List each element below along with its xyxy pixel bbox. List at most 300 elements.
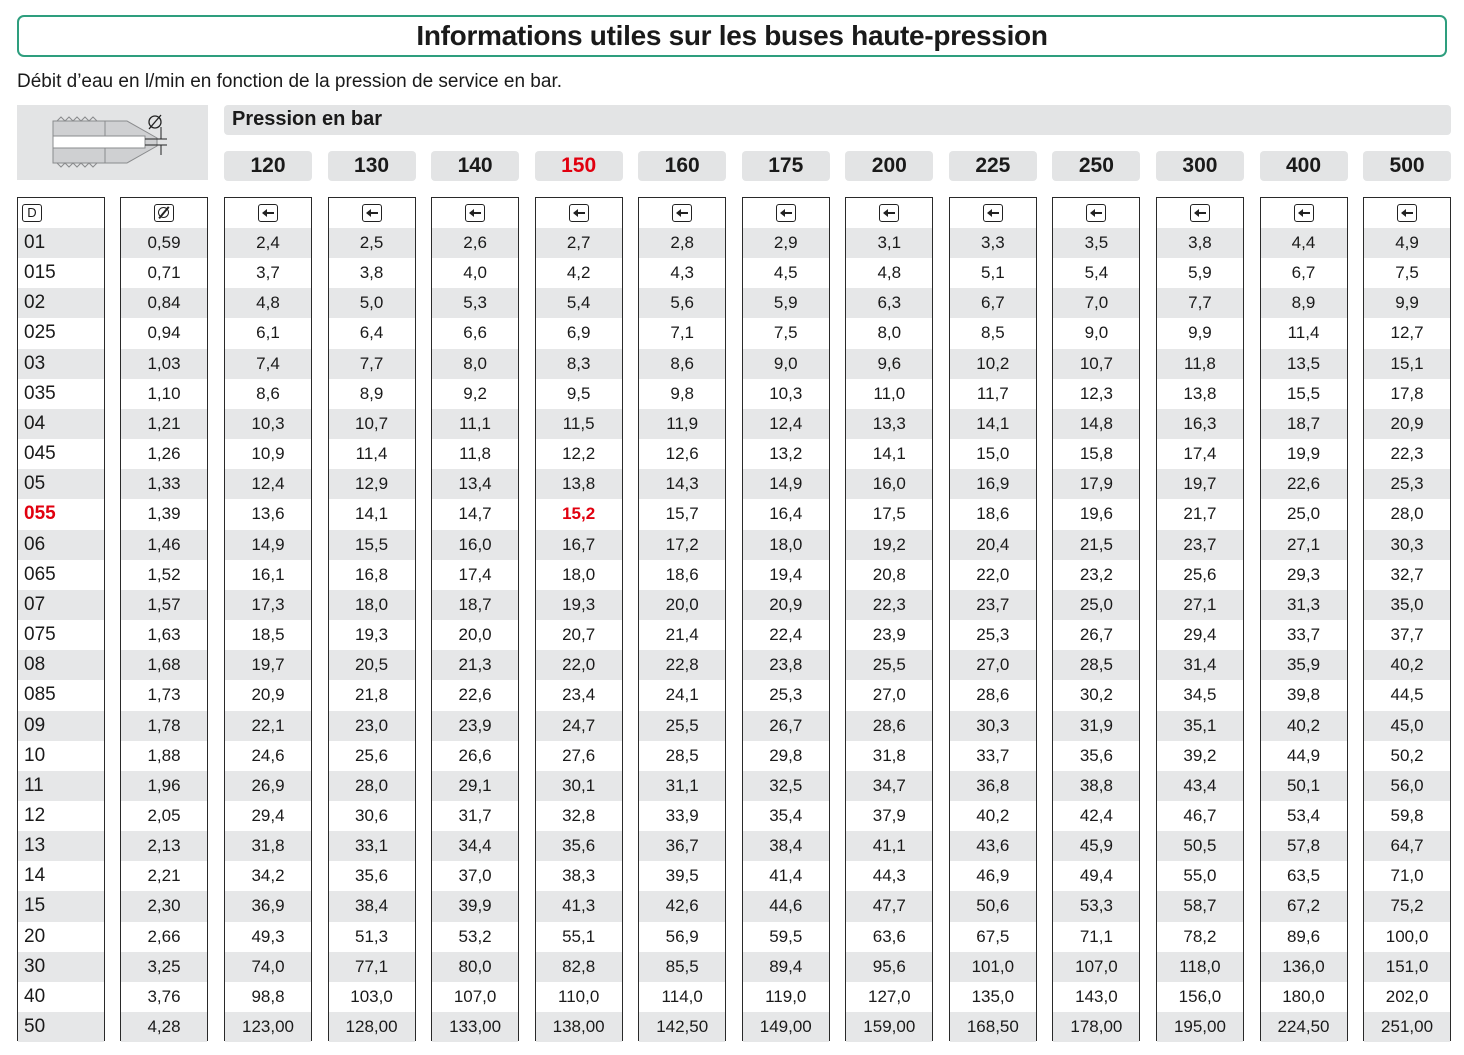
table-cell: 9,9 (1364, 288, 1450, 318)
table-cell: 50,6 (950, 891, 1036, 921)
table-cell: 2,7 (536, 228, 622, 258)
table-cell: 20,9 (1364, 409, 1450, 439)
table-cell: 89,4 (743, 952, 829, 982)
table-cell: 7,7 (1157, 288, 1243, 318)
flow-column-250-symbol (1053, 198, 1139, 228)
table-cell: 82,8 (536, 952, 622, 982)
table-cell: 18,6 (665, 564, 699, 584)
table-cell: 20,8 (872, 564, 906, 584)
table-cell: 74,0 (225, 952, 311, 982)
table-cell: 31,7 (458, 805, 492, 825)
table-cell: 28,6 (976, 685, 1010, 705)
table-cell: 22,0 (536, 650, 622, 680)
table-cell: 025 (24, 322, 56, 344)
table-cell: 31,4 (1157, 650, 1243, 680)
table-cell: 15,5 (1286, 383, 1321, 403)
table-cell: 17,5 (872, 504, 906, 524)
table-cell: 39,9 (432, 891, 518, 921)
table-cell: 136,0 (1261, 952, 1347, 982)
table-cell: 5,4 (1084, 263, 1109, 283)
table-cell: 12,6 (665, 444, 699, 464)
table-cell: 23,8 (743, 650, 829, 680)
table-cell: 3,8 (1157, 228, 1243, 258)
table-cell: 1,21 (121, 409, 207, 439)
table-cell: 7,0 (1053, 288, 1139, 318)
table-cell: 22,6 (1261, 469, 1347, 499)
table-cell: 142,50 (639, 1012, 725, 1042)
title-box (17, 15, 1447, 57)
table-cell: 15,0 (976, 444, 1010, 464)
table-cell: 31,8 (225, 831, 311, 861)
table-cell: 107,0 (453, 986, 497, 1006)
table-cell: 8,9 (1261, 288, 1347, 318)
table-cell: 8,0 (432, 349, 518, 379)
table-cell: 77,1 (329, 952, 415, 982)
table-cell: 4,8 (877, 263, 902, 283)
table-cell: 20,7 (562, 625, 596, 645)
table-cell: 34,7 (846, 771, 932, 801)
table-cell: 36,7 (639, 831, 725, 861)
table-cell: 6,9 (566, 323, 591, 343)
table-cell: 159,00 (846, 1012, 932, 1042)
table-cell: 18,0 (562, 564, 596, 584)
table-cell: 045 (24, 443, 56, 465)
table-cell: 4,3 (670, 263, 694, 283)
table-cell: 10,7 (329, 409, 415, 439)
pressure-header-120: 120 (224, 151, 312, 181)
table-cell: 28,0 (329, 771, 415, 801)
table-cell: 04 (18, 409, 104, 439)
flow-column-130-symbol (329, 198, 415, 228)
table-cell: 114,0 (661, 986, 703, 1006)
table-cell: 51,3 (355, 926, 389, 946)
table-cell: 23,7 (950, 590, 1036, 620)
pressure-header-150: 150 (535, 151, 623, 181)
table-cell: 26,7 (1079, 625, 1113, 645)
table-cell: 143,0 (1075, 986, 1118, 1006)
table-cell: 11,9 (639, 409, 725, 439)
table-cell: 49,3 (251, 926, 285, 946)
table-cell: 59,5 (769, 926, 803, 946)
table-cell: 64,7 (1364, 831, 1450, 861)
pressure-header-225: 225 (949, 151, 1037, 181)
flow-arrow-icon (672, 204, 692, 222)
table-cell: 35,6 (536, 831, 622, 861)
table-cell: 9,6 (846, 349, 932, 379)
table-cell: 09 (18, 711, 104, 741)
table-cell: 1,78 (121, 711, 207, 741)
table-cell: 32,7 (1390, 564, 1424, 584)
table-cell: 41,3 (536, 891, 622, 921)
table-cell: 46,9 (976, 866, 1010, 886)
flow-column-160-symbol (639, 198, 725, 228)
table-cell: 5,9 (743, 288, 829, 318)
table-cell: 2,30 (121, 891, 207, 921)
table-cell: 9,2 (463, 383, 487, 403)
table-cell: 6,7 (950, 288, 1036, 318)
table-cell: 22,3 (1390, 444, 1424, 464)
nozzle-icon (17, 105, 208, 180)
table-cell: 30 (18, 952, 104, 982)
table-cell: 0,71 (147, 263, 181, 283)
table-cell: 14,1 (872, 444, 906, 464)
table-cell: 44,6 (743, 891, 829, 921)
table-cell: 10,2 (950, 349, 1036, 379)
table-cell: 25,6 (355, 745, 389, 765)
table-cell: 107,0 (1053, 952, 1139, 982)
table-cell: 6,1 (256, 323, 280, 343)
table-cell: 0,84 (121, 288, 207, 318)
table-cell: 44,3 (872, 866, 906, 886)
table-cell: 44,9 (1286, 745, 1321, 765)
table-cell: 13 (18, 831, 104, 861)
table-cell: 45,9 (1053, 831, 1139, 861)
table-cell: 39,2 (1183, 745, 1217, 765)
table-cell: 14 (24, 865, 46, 887)
table-cell: 18,5 (251, 625, 285, 645)
table-cell: 24,1 (665, 685, 699, 705)
table-cell: 202,0 (1385, 986, 1429, 1006)
table-cell: 33,7 (1286, 625, 1321, 645)
table-cell: 50,2 (1390, 745, 1424, 765)
table-cell: 46,7 (1183, 805, 1217, 825)
table-cell: 35,4 (769, 805, 803, 825)
size-column (17, 197, 105, 1041)
table-cell: 18,6 (976, 504, 1010, 524)
table-cell: 28,5 (665, 745, 699, 765)
table-cell: 18,7 (1261, 409, 1347, 439)
table-cell: 2,66 (147, 926, 181, 946)
table-cell: 1,33 (121, 469, 207, 499)
table-cell: 36,8 (950, 771, 1036, 801)
table-cell: 2,6 (432, 228, 518, 258)
table-cell: 251,00 (1364, 1012, 1450, 1042)
table-cell: 7,7 (329, 349, 415, 379)
table-cell: 33,1 (329, 831, 415, 861)
table-cell: 30,3 (1364, 530, 1450, 560)
table-cell: 29,4 (251, 805, 285, 825)
table-cell: 1,10 (147, 383, 181, 403)
table-cell: 15,7 (665, 504, 699, 524)
table-cell: 2,13 (121, 831, 207, 861)
table-cell: 8,5 (981, 323, 1005, 343)
table-cell: 22,8 (639, 650, 725, 680)
flow-arrow-icon (1294, 204, 1314, 222)
table-cell: 40,2 (1364, 650, 1450, 680)
table-cell: 13,3 (846, 409, 932, 439)
table-cell: 20,0 (458, 625, 492, 645)
table-cell: 42,6 (639, 891, 725, 921)
table-cell: 20,9 (743, 590, 829, 620)
table-cell: 10,3 (225, 409, 311, 439)
table-cell: 25,3 (769, 685, 803, 705)
table-cell: 21,7 (1183, 504, 1217, 524)
table-cell: 36,9 (225, 891, 311, 921)
table-cell: 3,25 (121, 952, 207, 982)
table-cell: 19,3 (355, 625, 389, 645)
table-cell: 15,2 (562, 504, 596, 524)
flow-arrow-icon (258, 204, 278, 222)
table-cell: 178,00 (1053, 1012, 1139, 1042)
table-cell: 11,5 (536, 409, 622, 439)
table-cell: 6,4 (359, 323, 384, 343)
table-cell: 10,3 (769, 383, 803, 403)
table-cell: 58,7 (1157, 891, 1243, 921)
table-cell: 18,0 (329, 590, 415, 620)
table-cell: 9,0 (743, 349, 829, 379)
table-cell: 7,4 (225, 349, 311, 379)
table-cell: 38,4 (743, 831, 829, 861)
table-cell: 43,4 (1157, 771, 1243, 801)
table-cell: 56,9 (665, 926, 699, 946)
table-cell: 31,3 (1261, 590, 1347, 620)
table-cell: 16,7 (536, 530, 622, 560)
table-cell: 16,1 (251, 564, 285, 584)
table-cell: 71,0 (1390, 866, 1424, 886)
table-cell: 15,1 (1364, 349, 1450, 379)
table-cell: 12,9 (329, 469, 415, 499)
table-cell: 16,0 (846, 469, 932, 499)
flow-arrow-icon (465, 204, 485, 222)
table-cell: 80,0 (432, 952, 518, 982)
table-cell: 10 (24, 744, 46, 766)
table-cell: 89,6 (1286, 926, 1321, 946)
flow-column-225 (949, 197, 1037, 1041)
table-cell: 133,00 (432, 1012, 518, 1042)
table-cell: 168,50 (950, 1012, 1036, 1042)
table-cell: 18,7 (432, 590, 518, 620)
flow-column-300-symbol (1157, 198, 1243, 228)
table-cell: 55,1 (562, 926, 596, 946)
table-cell: 151,0 (1364, 952, 1450, 982)
table-cell: 4,5 (773, 263, 798, 283)
flow-column-400-symbol (1261, 198, 1347, 228)
table-cell: 19,7 (1157, 469, 1243, 499)
table-cell: 055 (24, 503, 56, 525)
table-cell: 98,8 (251, 986, 285, 1006)
table-cell: 2,05 (147, 805, 181, 825)
table-cell: 1,73 (147, 685, 181, 705)
table-cell: 33,9 (665, 805, 699, 825)
table-cell: 23,0 (329, 711, 415, 741)
table-cell: 20,5 (329, 650, 415, 680)
table-cell: 13,2 (769, 444, 803, 464)
table-cell: 195,00 (1157, 1012, 1243, 1042)
table-cell: 1,39 (147, 504, 181, 524)
pressure-header-160: 160 (638, 151, 726, 181)
pressure-header-400: 400 (1260, 151, 1348, 181)
table-cell: 40,2 (1261, 711, 1347, 741)
table-cell: 07 (18, 590, 104, 620)
table-cell: 4,8 (225, 288, 311, 318)
table-cell: 53,4 (1286, 805, 1321, 825)
table-cell: 25,3 (1364, 469, 1450, 499)
table-cell: 13,8 (536, 469, 622, 499)
table-cell: 25,5 (846, 650, 932, 680)
table-cell: 34,5 (1183, 685, 1217, 705)
table-cell: 12,4 (225, 469, 311, 499)
table-cell: 20 (24, 925, 46, 947)
table-cell: 1,03 (121, 349, 207, 379)
table-cell: 32,5 (743, 771, 829, 801)
table-cell: 26,7 (743, 711, 829, 741)
pressure-header-200: 200 (845, 151, 933, 181)
table-cell: 21,5 (1053, 530, 1139, 560)
table-cell: 67,2 (1261, 891, 1347, 921)
table-cell: 35,1 (1157, 711, 1243, 741)
table-cell: 29,4 (1183, 625, 1217, 645)
table-cell: 180,0 (1282, 986, 1325, 1006)
table-cell: 14,7 (458, 504, 492, 524)
table-cell: 14,8 (1053, 409, 1139, 439)
page-title: Informations utiles sur les buses haute-pression (416, 20, 1048, 51)
table-cell: 24,6 (251, 745, 285, 765)
flow-column-200 (845, 197, 933, 1041)
table-cell: 17,2 (639, 530, 725, 560)
flow-column-120-symbol (225, 198, 311, 228)
table-cell: 9,8 (670, 383, 694, 403)
table-cell: 01 (18, 228, 104, 258)
flow-arrow-icon (983, 204, 1003, 222)
table-cell: 78,2 (1183, 926, 1217, 946)
table-cell: 4,0 (463, 263, 487, 283)
table-cell: 29,1 (432, 771, 518, 801)
table-cell: 33,7 (976, 745, 1010, 765)
table-cell: 59,8 (1390, 805, 1424, 825)
table-cell: 50,1 (1261, 771, 1347, 801)
table-cell: 30,2 (1079, 685, 1113, 705)
table-cell: 11,8 (1157, 349, 1243, 379)
table-cell: 24,7 (536, 711, 622, 741)
table-cell: 35,0 (1364, 590, 1450, 620)
flow-column-150-symbol (536, 198, 622, 228)
table-cell: 2,5 (329, 228, 415, 258)
table-cell: 4,9 (1364, 228, 1450, 258)
flow-column-120 (224, 197, 312, 1041)
table-cell: 21,4 (665, 625, 699, 645)
flow-column-400 (1260, 197, 1348, 1041)
table-cell: 3,3 (950, 228, 1036, 258)
table-cell: 85,5 (639, 952, 725, 982)
table-cell: 39,8 (1286, 685, 1321, 705)
table-cell: 08 (18, 650, 104, 680)
table-cell: 8,6 (639, 349, 725, 379)
table-cell: 12,7 (1390, 323, 1424, 343)
flow-arrow-icon (1086, 204, 1106, 222)
table-cell: 22,0 (976, 564, 1010, 584)
table-cell: 22,3 (846, 590, 932, 620)
table-cell: 1,57 (121, 590, 207, 620)
table-cell: 22,4 (769, 625, 803, 645)
table-cell: 63,6 (872, 926, 906, 946)
table-cell: 5,3 (432, 288, 518, 318)
nozzle-diagram (17, 105, 208, 180)
table-cell: 23,9 (872, 625, 906, 645)
table-cell: 42,4 (1079, 805, 1113, 825)
table-cell: 2,9 (743, 228, 829, 258)
table-cell: 31,8 (872, 745, 906, 765)
table-cell: 31,9 (1053, 711, 1139, 741)
flow-arrow-icon (776, 204, 796, 222)
table-cell: 17,4 (458, 564, 492, 584)
table-cell: 15,8 (1079, 444, 1113, 464)
table-cell: 3,76 (147, 986, 181, 1006)
table-cell: 63,5 (1286, 866, 1321, 886)
table-cell: 17,9 (1053, 469, 1139, 499)
diameter-column (120, 197, 208, 1041)
table-cell: 26,9 (225, 771, 311, 801)
flow-column-150 (535, 197, 623, 1041)
size-column-symbol (18, 198, 104, 228)
table-cell: 3,1 (846, 228, 932, 258)
table-cell: 22,6 (458, 685, 492, 705)
table-cell: 25,5 (639, 711, 725, 741)
table-cell: 19,9 (1286, 444, 1321, 464)
table-cell: 11,1 (432, 409, 518, 439)
pressure-header-300: 300 (1156, 151, 1244, 181)
table-cell: 30,3 (950, 711, 1036, 741)
table-cell: 34,2 (251, 866, 285, 886)
flow-column-500 (1363, 197, 1451, 1041)
table-cell: 119,0 (765, 986, 807, 1006)
flow-column-140-symbol (432, 198, 518, 228)
table-cell: 103,0 (350, 986, 393, 1006)
flow-column-225-symbol (950, 198, 1036, 228)
table-cell: 16,3 (1157, 409, 1243, 439)
table-cell: 45,0 (1364, 711, 1450, 741)
table-cell: 35,6 (1079, 745, 1113, 765)
table-cell: 25,0 (1053, 590, 1139, 620)
table-cell: 44,5 (1390, 685, 1424, 705)
table-cell: 1,88 (147, 745, 181, 765)
table-cell: 100,0 (1385, 926, 1429, 946)
table-cell: 20,4 (950, 530, 1036, 560)
table-cell: 20,9 (251, 685, 285, 705)
table-cell: 12,3 (1079, 383, 1113, 403)
table-cell: 6,7 (1291, 263, 1316, 283)
table-cell: 38,3 (562, 866, 596, 886)
table-cell: 6,6 (463, 323, 487, 343)
table-cell: 71,1 (1079, 926, 1113, 946)
table-cell: 16,8 (355, 564, 389, 584)
table-cell: 5,0 (329, 288, 415, 318)
table-cell: 05 (18, 469, 104, 499)
table-cell: 19,7 (225, 650, 311, 680)
table-cell: 41,4 (769, 866, 803, 886)
table-cell: 32,8 (562, 805, 596, 825)
pressure-bar (224, 105, 1451, 135)
flow-column-200-symbol (846, 198, 932, 228)
table-cell: 1,52 (147, 564, 181, 584)
table-cell: 9,5 (566, 383, 591, 403)
table-cell: 47,7 (846, 891, 932, 921)
flow-arrow-icon (879, 204, 899, 222)
table-cell: 17,8 (1390, 383, 1424, 403)
table-cell: 23,4 (562, 685, 596, 705)
table-cell: 1,68 (121, 650, 207, 680)
table-cell: 06 (18, 530, 104, 560)
table-cell: 39,5 (665, 866, 699, 886)
table-cell: 5,4 (536, 288, 622, 318)
table-cell: 21,3 (432, 650, 518, 680)
table-cell: 13,8 (1183, 383, 1217, 403)
table-cell: 16,4 (769, 504, 803, 524)
size-d-icon: D (22, 204, 42, 222)
table-cell: 085 (24, 684, 56, 706)
table-cell: 1,26 (147, 444, 181, 464)
table-cell: 55,0 (1183, 866, 1217, 886)
table-cell: 35,9 (1261, 650, 1347, 680)
